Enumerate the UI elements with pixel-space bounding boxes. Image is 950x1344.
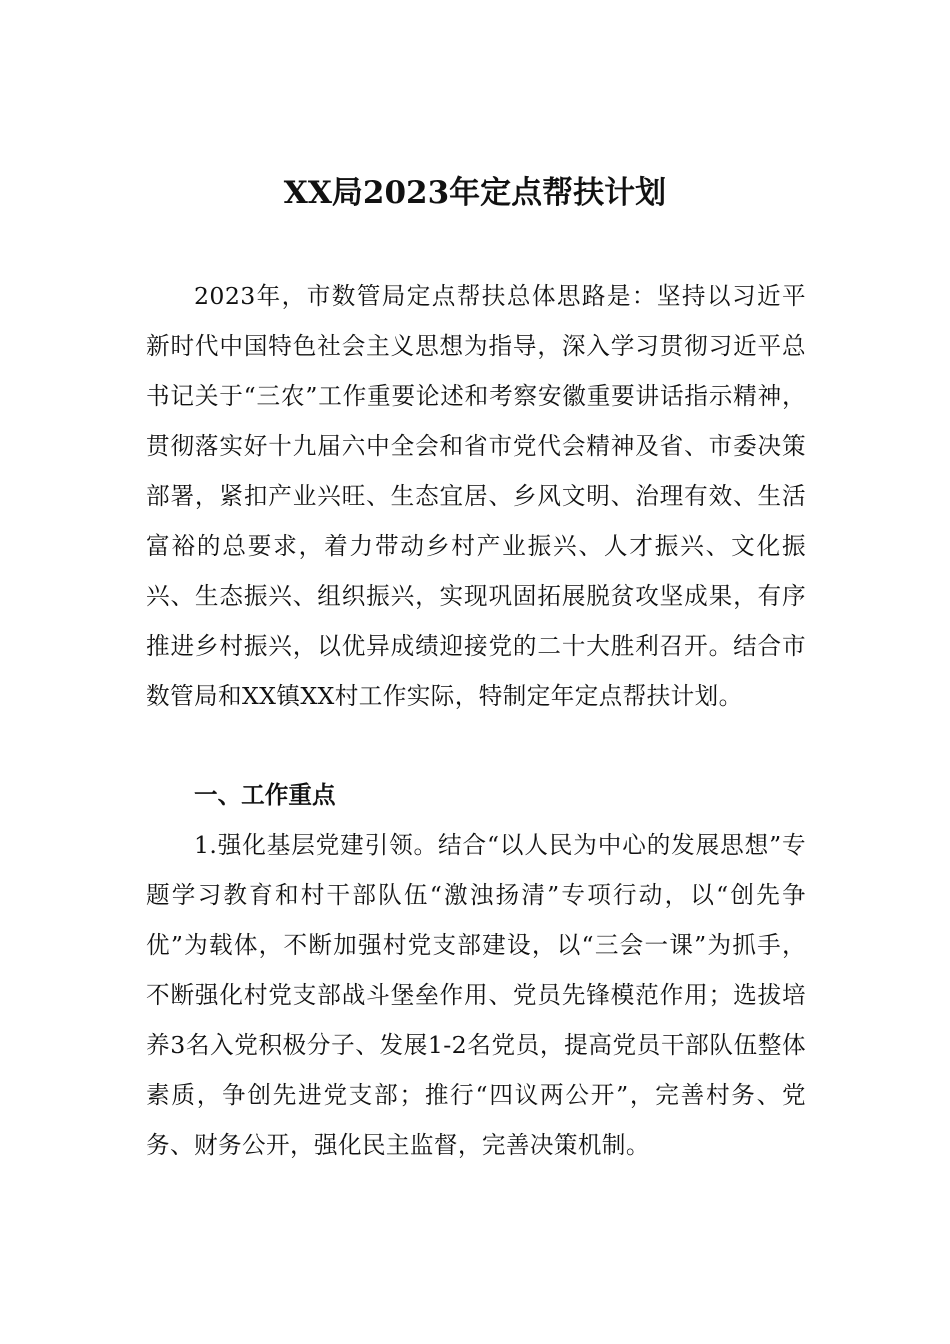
document-title: XX局2023年定点帮扶计划 — [283, 175, 667, 211]
intro-paragraph: 2023年，市数管局定点帮扶总体思路是：坚持以习近平新时代中国特色社会主义思想为指导，深入学习贯彻习近平总书记关于“三农”工作重要论述和考察安徽重要讲话指示精神，贯彻落实好十九届六中全会和省市党代会精神及省、市委决策部署，紧扣产业兴旺、生态宜居、乡风文明、治理有效、生活富裕的总要求，着力带动乡村产业振兴、人才振兴、文化振兴、生态振兴、组织振兴，实现巩固拓展脱贫攻坚成果，有序推进乡村振兴，以优异成绩迎接党的二十大胜利召开。结合市数管局和XX镇XX村工作实际，特制定年定点帮扶计划。 — [146, 282, 806, 710]
section-heading: 一、工作重点 — [194, 781, 336, 809]
section-item-paragraph: 1.强化基层党建引领。结合“以人民为中心的发展思想”专题学习教育和村干部队伍“激浊扬清”专项行动，以“创先争优”为载体，不断加强村党支部建设，以“三会一课”为抓手，不断强化村党支部战斗堡垒作用、党员先锋模范作用；选拔培养3名入党积极分子、发展1-2名党员，提高党员干部队伍整体素质，争创先进党支部；推行“四议两公开”，完善村务、党务、财务公开，强化民主监督，完善决策机制。 — [146, 831, 806, 1159]
